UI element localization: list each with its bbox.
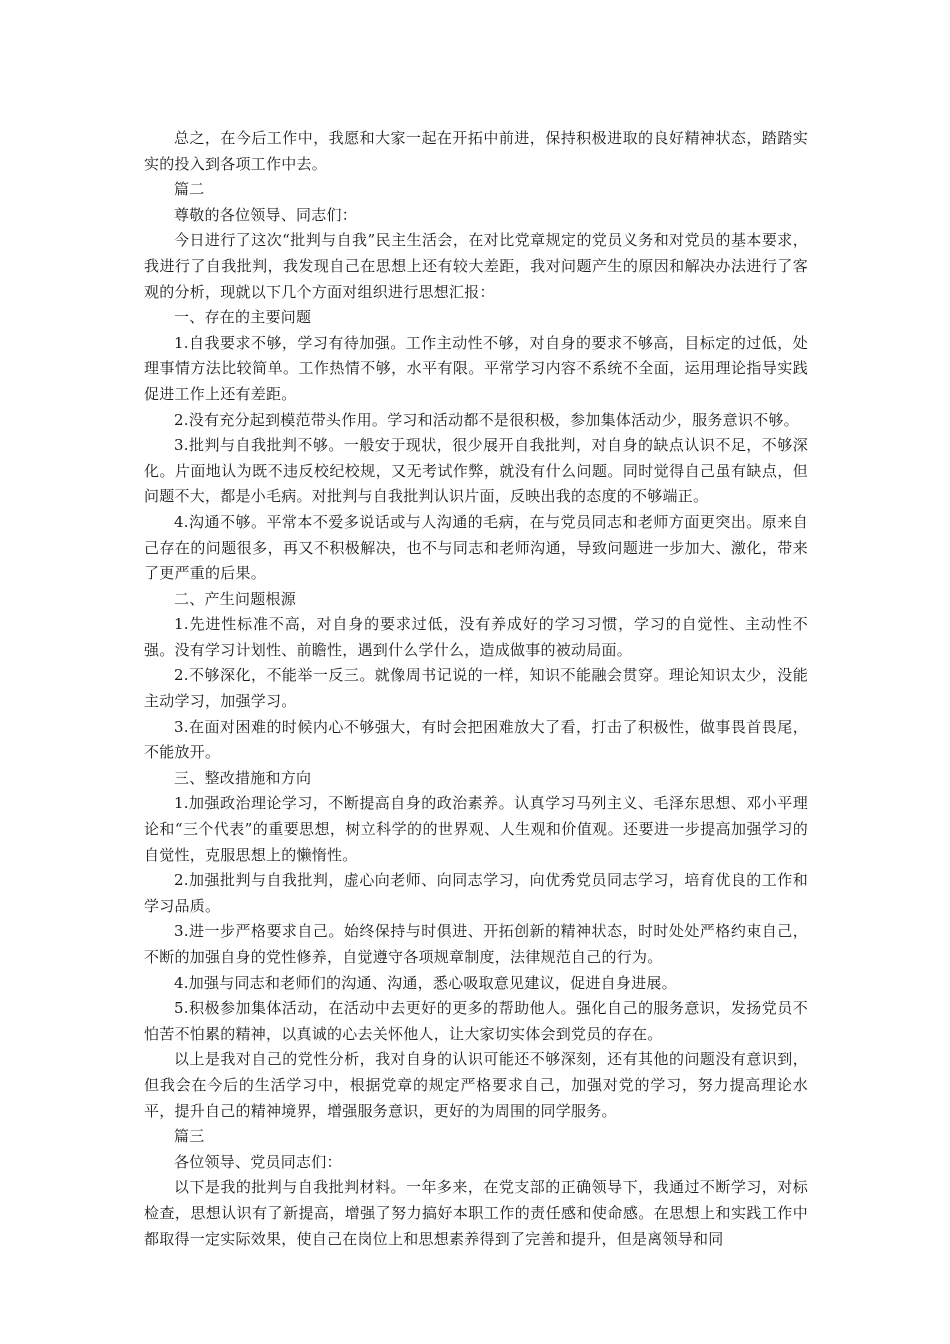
problem-item-1: 1.自我要求不够，学习有待加强。工作主动性不够，对自身的要求不够高，目标定的过低，处理事情方法比较简单。工作热情不够，水平有限。平常学习内容不系统不全面，运用理论指导实践促进工作上还有差距。 [144,333,808,403]
measure-item-1: 1.加强政治理论学习，不断提高自身的政治素养。认真学习马列主义、毛泽东思想、邓小平理论和“三个代表”的重要思想，树立科学的的世界观、人生观和价值观。还要进一步提高加强学习的自觉性，克服思想上的懒惰性。 [144,794,808,864]
section-heading-part-three: 篇三 [174,1127,205,1146]
heading-root-causes: 二、产生问题根源 [174,589,297,608]
salutation-part-three: 各位领导、党员同志们： [174,1152,342,1171]
problem-item-3: 3.批判与自我批判不够。一般安于现状，很少展开自我批判，对自身的缺点认识不足，不够深化。片面地认为既不违反校纪校规，又无考试作弊，就没有什么问题。同时觉得自己虽有缺点，但问题不大，都是小毛病。对批判与自我批判认识片面，反映出我的态度的不够端正。 [144,436,808,506]
paragraph-closing-summary: 总之，在今后工作中，我愿和大家一起在开拓中前进，保持积极进取的良好精神状态，踏踏实实的投入到各项工作中去。 [144,129,808,173]
measure-item-2: 2.加强批判与自我批判，虚心向老师、向同志学习，向优秀党员同志学习，培育优良的工作和学习品质。 [144,871,808,915]
cause-item-1: 1.先进性标准不高，对自身的要求过低，没有养成好的学习习惯，学习的自觉性、主动性不强。没有学习计划性、前瞻性，遇到什么学什么，造成做事的被动局面。 [144,615,808,659]
section-heading-part-two: 篇二 [174,180,205,199]
paragraph-intro: 今日进行了这次“批判与自我”民主生活会，在对比党章规定的党员义务和对党员的基本要求，我进行了自我批判，我发现自己在思想上还有较大差距，我对问题产生的原因和解决办法进行了客观的分析，现就以下几个方面对组织进行思想汇报： [144,231,808,301]
measure-item-4: 4.加强与同志和老师们的沟通、沟通，悉心吸取意见建议，促进自身进展。 [174,973,677,992]
heading-rectification: 三、整改措施和方向 [174,768,312,787]
cause-item-2: 2.不够深化，不能举一反三。就像周书记说的一样，知识不能融会贯穿。理论知识太少，没能主动学习，加强学习。 [144,666,808,711]
heading-main-problems: 一、存在的主要问题 [174,308,312,327]
problem-item-4: 4.沟通不够。平常本不爱多说话或与人沟通的毛病，在与党员同志和老师方面更突出。原来自己存在的问题很多，再又不积极解决，也不与同志和老师沟通，导致问题进一步加大、激化，带来了更严重的后果。 [144,512,808,583]
document-body [144,126,808,1252]
paragraph-conclusion: 以上是我对自己的党性分析，我对自身的认识可能还不够深刻，还有其他的问题没有意识到，但我会在今后的生活学习中，根据党章的规定严格要求自己，加强对党的学习，努力提高理论水平，提升自己的精神境界，增强服务意识，更好的为周围的同学服务。 [144,1050,808,1120]
problem-item-2: 2.没有充分起到模范带头作用。学习和活动都不是很积极，参加集体活动少，服务意识不够。 [174,410,799,429]
salutation: 尊敬的各位领导、同志们： [174,205,358,224]
cause-item-3: 3.在面对困难的时候内心不够强大，有时会把困难放大了看，打击了积极性，做事畏首畏尾，不能放开。 [144,717,808,762]
paragraph-part-three-intro: 以下是我的批判与自我批判材料。一年多来，在党支部的正确领导下，我通过不断学习，对标检查，思想认识有了新提高，增强了努力搞好本职工作的责任感和使命感。在思想上和实践工作中都取得一定实际效果，使自己在岗位上和思想素养得到了完善和提升，但是离领导和同 [144,1178,808,1248]
measure-item-5: 5.积极参加集体活动，在活动中去更好的更多的帮助他人。强化自己的服务意识，发扬党员不怕苦不怕累的精神，以真诚的心去关怀他人，让大家切实体会到党员的存在。 [144,999,808,1043]
measure-item-3: 3.进一步严格要求自己。始终保持与时俱进、开拓创新的精神状态，时时处处严格约束自己，不断的加强自身的党性修养，自觉遵守各项规章制度，法律规范自己的行为。 [144,922,808,966]
